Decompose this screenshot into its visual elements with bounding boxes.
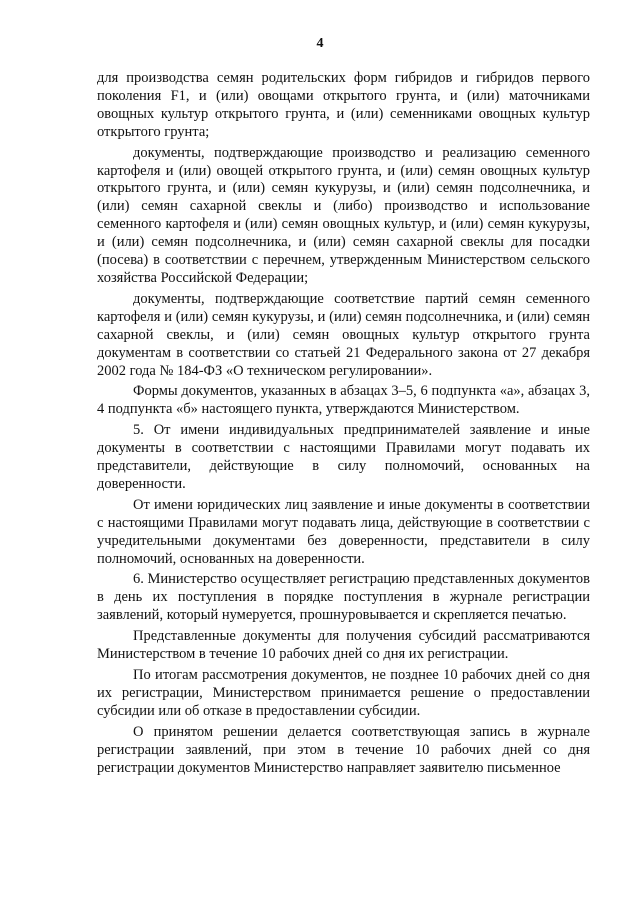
- page-number: 4: [316, 36, 324, 51]
- paragraph-conformity-documents: документы, подтверждающие соответствие партий семян семенного картофеля и (или) семян кукурузы, и (или) семян подсолнечника, и (или) семян сахарной свеклы, и (или) семян овощных культур открытого грунта документам в соответствии со статьей 21 Федерального закона от 27 декабря 2002 года № 184-ФЗ «О техническом регулировании».: [97, 290, 590, 379]
- paragraph-continuation: для производства семян родительских форм гибридов и гибридов первого поколения F1, и (или) овощами открытого грунта, и (или) маточниками овощных культур открытого грунта, и (или) семенниками овощных культур открытого грунта;: [97, 70, 590, 140]
- paragraph-decision: По итогам рассмотрения документов, не позднее 10 рабочих дней со дня их регистрации, Министерством принимается решение о предоставлении субсидии или об отказе в предоставлении субсидии.: [97, 667, 590, 719]
- paragraph-notification: О принятом решении делается соответствующая запись в журнале регистрации заявлений, при этом в течение 10 рабочих дней со дня регистрации документов Министерство направляет заявителю письменное: [97, 723, 590, 776]
- paragraph-item-5: 5. От имени индивидуальных предпринимателей заявление и иные документы в соответствии с настоящими Правилами могут подавать их представители, действующие в силу полномочий, основанных на доверенности.: [97, 422, 590, 492]
- paragraph-item-6: 6. Министерство осуществляет регистрацию представленных документов в день их поступления в порядке поступления в журнале регистрации заявлений, который нумеруется, прошнуровывается и скрепляется печатью.: [97, 571, 590, 624]
- paragraph-legal-entities: От имени юридических лиц заявление и иные документы в соответствии с настоящими Правилами могут подавать лица, действующие в соответствии с учредительными документами без доверенности, представители в силу полномочий, основанных на доверенности.: [97, 496, 590, 567]
- paragraph-production-documents: документы, подтверждающие производство и реализацию семенного картофеля и (или) овощей открытого грунта, и (или) семян овощных культур открытого грунта, и (или) семян кукурузы, и (или) семян подсолнечника, и (или) семян сахарной свеклы и (либо) производство и использование семенного картофеля и (или) семян овощных культур, и (или) семян кукурузы, и (или) семян подсолнечника, и (или) семян сахарной свеклы для посадки (посева) в соответствии с перечнем, утвержденным Министерством сельского хозяйства Российской Федерации;: [97, 144, 590, 286]
- paragraph-review-period: Представленные документы для получения субсидий рассматриваются Министерством в течение 10 рабочих дней со дня их регистрации.: [97, 628, 590, 663]
- document-body: [97, 70, 590, 777]
- paragraph-document-forms: Формы документов, указанных в абзацах 3–5, 6 подпункта «а», абзацах 3, 4 подпункта «б» настоящего пункта, утверждаются Министерством.: [97, 383, 590, 418]
